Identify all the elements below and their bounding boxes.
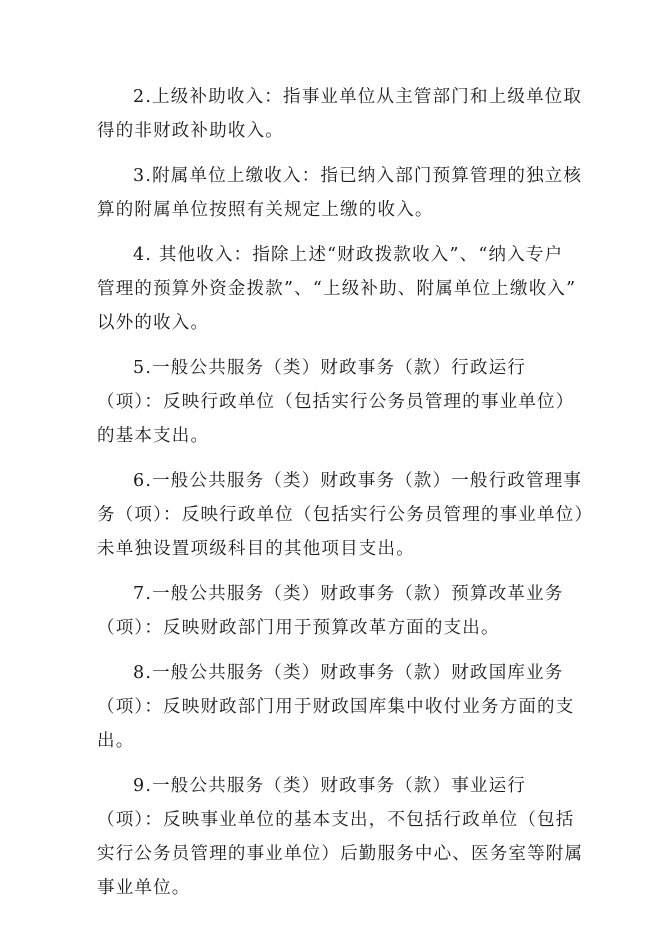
paragraph-line: 实行公务员管理的事业单位）后勤服务中心、医务室等附属 xyxy=(97,844,584,864)
paragraph-item-7 xyxy=(97,577,567,645)
paragraph-item-9 xyxy=(97,769,584,905)
paragraph-line: 事业单位。 xyxy=(97,878,191,898)
paragraph-line: 6.一般公共服务（类）财政事务（款）一般行政管理事 xyxy=(133,471,583,491)
paragraph-line: （项）：反映事业单位的基本支出，不包括行政单位（包括 xyxy=(97,810,575,830)
paragraph-line: 的基本支出。 xyxy=(97,426,210,446)
paragraph-line: 以外的收入。 xyxy=(97,313,210,333)
paragraph-line: 算的附属单位按照有关规定上缴的收入。 xyxy=(97,200,434,220)
paragraph-line: （项）：反映财政部门用于财政国库集中收付业务方面的支 xyxy=(97,697,575,717)
paragraph-item-5 xyxy=(97,351,575,453)
paragraph-line: 8.一般公共服务（类）财政事务（款）财政国库业务 xyxy=(133,663,564,683)
paragraph-line: 4. 其他收入：指除上述“财政拨款收入”、“纳入专户 xyxy=(133,245,564,265)
paragraph-item-2 xyxy=(97,80,583,148)
paragraph-item-6 xyxy=(97,464,594,566)
paragraph-line: 出。 xyxy=(97,731,135,751)
paragraph-item-8 xyxy=(97,656,575,758)
paragraph-line: （项）：反映行政单位（包括实行公务员管理的事业单位） xyxy=(97,392,575,412)
paragraph-item-3 xyxy=(97,159,583,227)
paragraph-line: 2.上级补助收入：指事业单位从主管部门和上级单位取 xyxy=(133,87,583,107)
paragraph-line: 管理的预算外资金拨款”、“上级补助、附属单位上缴收入” xyxy=(97,279,577,299)
paragraph-line: 5.一般公共服务（类）财政事务（款）行政运行 xyxy=(133,358,527,378)
paragraph-line: 7.一般公共服务（类）财政事务（款）预算改革业务 xyxy=(133,584,564,604)
paragraph-line: 务（项）：反映行政单位（包括实行公务员管理的事业单位） xyxy=(97,505,594,525)
document-body xyxy=(97,80,594,916)
paragraph-line: 得的非财政补助收入。 xyxy=(97,121,284,141)
paragraph-line: 3.附属单位上缴收入：指已纳入部门预算管理的独立核 xyxy=(133,166,583,186)
paragraph-line: （项）：反映财政部门用于预算改革方面的支出。 xyxy=(97,618,500,638)
paragraph-item-4 xyxy=(97,238,577,340)
paragraph-line: 9.一般公共服务（类）财政事务（款）事业运行 xyxy=(133,776,527,796)
paragraph-line: 未单独设置项级科目的其他项目支出。 xyxy=(97,539,415,559)
